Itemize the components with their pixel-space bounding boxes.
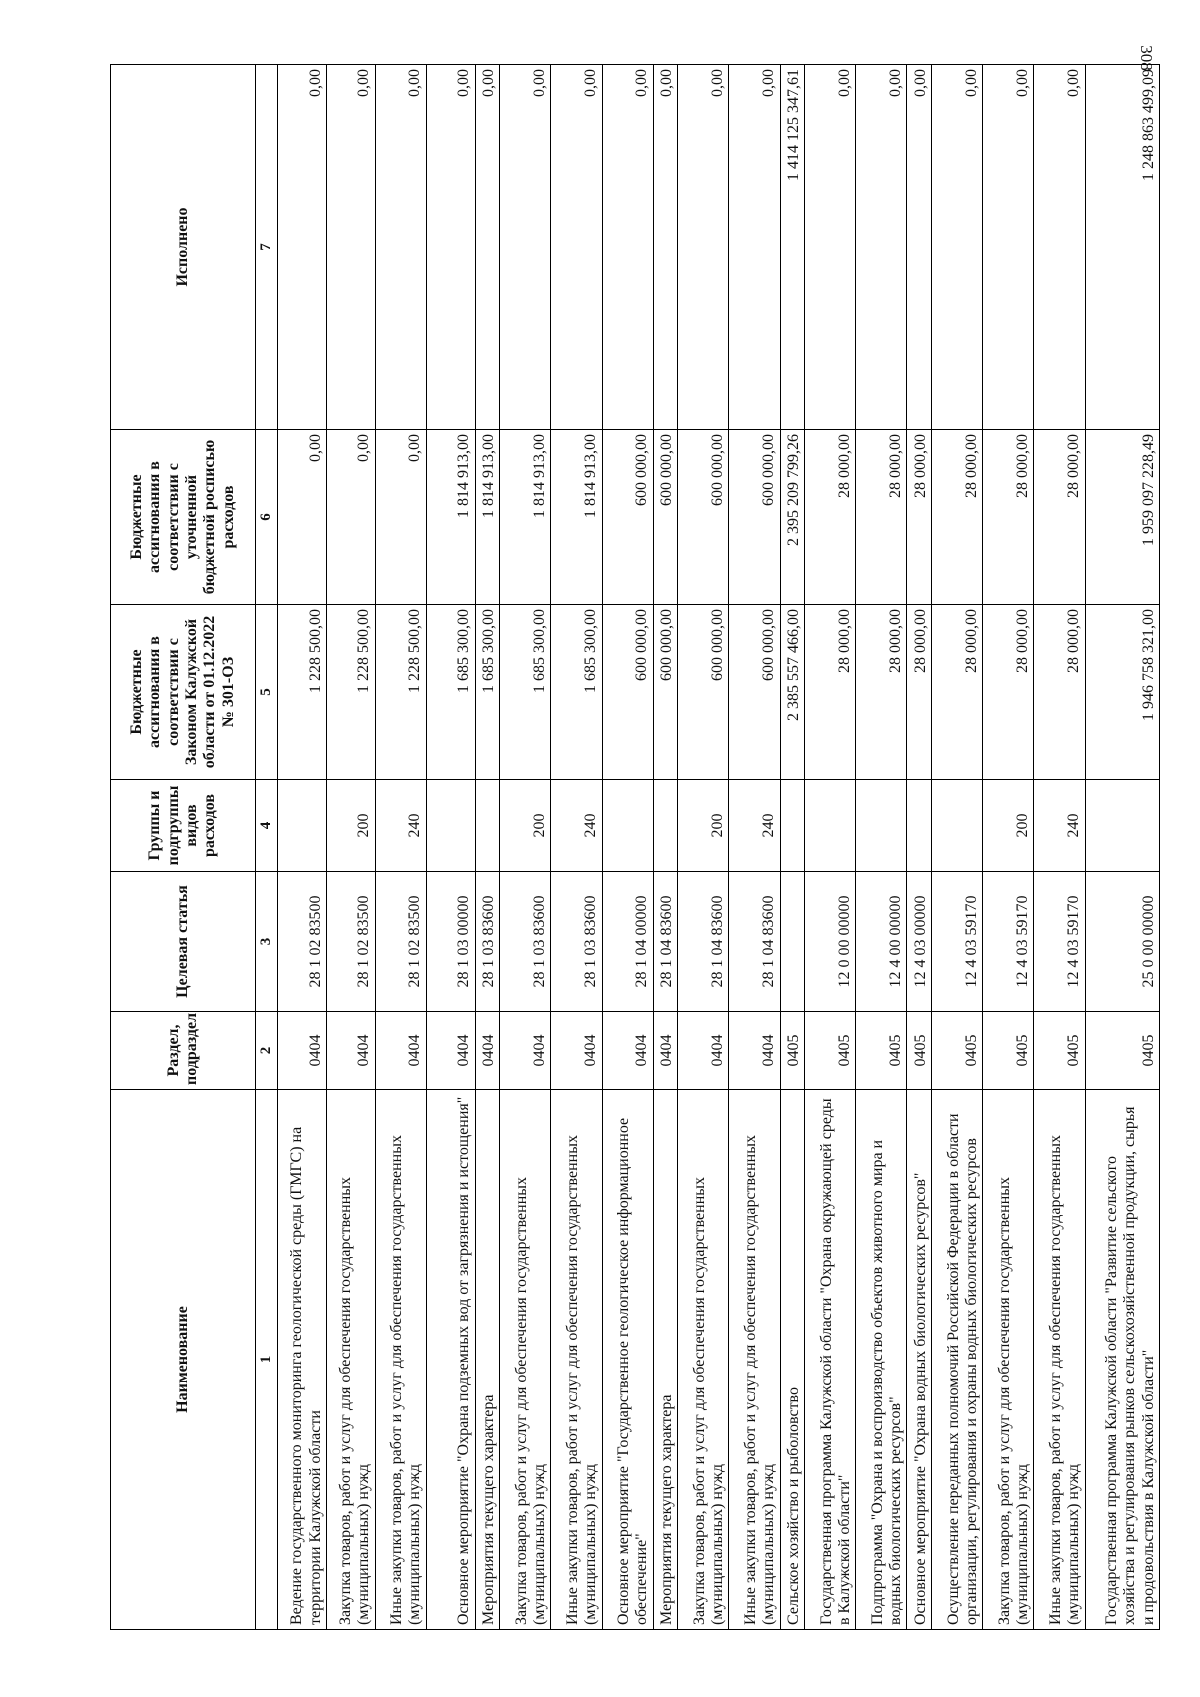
row-target: 12 4 03 59170 (932, 872, 983, 1012)
row-group (780, 780, 805, 872)
row-executed-amount: 0,00 (426, 65, 475, 430)
row-group: 240 (375, 780, 426, 872)
row-name: Основное мероприятие "Государственное геологическое информационное обеспечение" (602, 1090, 653, 1630)
row-executed-amount: 0,00 (653, 65, 678, 430)
row-name: Иные закупки товаров, работ и услуг для обеспечения государственных (муниципальных) нужд (729, 1090, 780, 1630)
row-name: Закупка товаров, работ и услуг для обеспечения государственных (муниципальных) нужд (500, 1090, 551, 1630)
table-row (932, 65, 983, 1630)
row-law-amount: 28 000,00 (907, 605, 932, 780)
row-name: Основное мероприятие "Охрана водных биологических ресурсов" (907, 1090, 932, 1630)
column-number: 4 (256, 780, 278, 872)
page-number: 308 (1136, 45, 1156, 71)
table-body (278, 65, 1160, 1630)
row-group (907, 780, 932, 872)
column-number: 2 (256, 1012, 278, 1090)
row-target: 28 1 02 83500 (327, 872, 376, 1012)
row-law-amount: 600 000,00 (678, 605, 729, 780)
row-name: Государственная программа Калужской области "Развитие сельского хозяйства и регулирования рынков сельскохозяйственной продукции, сырья и продовольствия в Калужской области" (1085, 1090, 1160, 1630)
row-law-amount: 1 685 300,00 (475, 605, 500, 780)
row-target: 28 1 04 00000 (602, 872, 653, 1012)
row-section: 0404 (278, 1012, 327, 1090)
row-group: 240 (729, 780, 780, 872)
row-name: Иные закупки товаров, работ и услуг для обеспечения государственных (муниципальных) нужд (551, 1090, 602, 1630)
row-name: Закупка товаров, работ и услуг для обеспечения государственных (муниципальных) нужд (678, 1090, 729, 1630)
row-section: 0404 (678, 1012, 729, 1090)
row-law-amount: 1 946 758 321,00 (1085, 605, 1160, 780)
row-law-amount: 600 000,00 (729, 605, 780, 780)
header-executed: Исполнено (111, 65, 256, 430)
row-target: 28 1 02 83500 (278, 872, 327, 1012)
row-target: 12 4 03 59170 (983, 872, 1034, 1012)
row-executed-amount: 0,00 (551, 65, 602, 430)
row-target: 28 1 03 83600 (551, 872, 602, 1012)
row-section: 0404 (551, 1012, 602, 1090)
row-group: 240 (1034, 780, 1085, 872)
table-row (327, 65, 376, 1630)
row-target: 12 4 03 00000 (907, 872, 932, 1012)
row-target (780, 872, 805, 1012)
row-section: 0405 (1085, 1012, 1160, 1090)
column-number: 3 (256, 872, 278, 1012)
row-group (475, 780, 500, 872)
table-row (1034, 65, 1085, 1630)
row-section: 0404 (375, 1012, 426, 1090)
table-row (375, 65, 426, 1630)
table-row (426, 65, 475, 1630)
row-group: 240 (551, 780, 602, 872)
row-executed-amount: 1 248 863 499,09 (1085, 65, 1160, 430)
table-row (856, 65, 907, 1630)
row-refined-amount: 0,00 (278, 430, 327, 605)
row-name: Иные закупки товаров, работ и услуг для обеспечения государственных (муниципальных) нужд (1034, 1090, 1085, 1630)
row-target: 12 0 00 00000 (805, 872, 856, 1012)
row-executed-amount: 0,00 (1034, 65, 1085, 430)
row-group: 200 (678, 780, 729, 872)
row-name: Мероприятия текущего характера (653, 1090, 678, 1630)
row-law-amount: 600 000,00 (653, 605, 678, 780)
row-refined-amount: 600 000,00 (678, 430, 729, 605)
column-number: 1 (256, 1090, 278, 1630)
row-refined-amount: 1 959 097 228,49 (1085, 430, 1160, 605)
row-law-amount: 28 000,00 (983, 605, 1034, 780)
row-refined-amount: 600 000,00 (729, 430, 780, 605)
row-executed-amount: 0,00 (729, 65, 780, 430)
row-law-amount: 2 385 557 466,00 (780, 605, 805, 780)
row-executed-amount: 0,00 (278, 65, 327, 430)
row-group: 200 (327, 780, 376, 872)
row-law-amount: 1 685 300,00 (500, 605, 551, 780)
row-group (932, 780, 983, 872)
row-target: 25 0 00 00000 (1085, 872, 1160, 1012)
row-law-amount: 600 000,00 (602, 605, 653, 780)
header-refined: Бюджетные ассигнования в соответствии с уточненной бюджетной росписью расходов (111, 430, 256, 605)
column-number-row (256, 65, 278, 1630)
row-target: 28 1 04 83600 (678, 872, 729, 1012)
row-refined-amount: 28 000,00 (856, 430, 907, 605)
row-law-amount: 28 000,00 (856, 605, 907, 780)
row-law-amount: 1 228 500,00 (278, 605, 327, 780)
row-refined-amount: 28 000,00 (805, 430, 856, 605)
row-target: 28 1 03 00000 (426, 872, 475, 1012)
row-group (856, 780, 907, 872)
row-executed-amount: 0,00 (602, 65, 653, 430)
row-name: Иные закупки товаров, работ и услуг для обеспечения государственных (муниципальных) нужд (375, 1090, 426, 1630)
row-section: 0404 (327, 1012, 376, 1090)
row-executed-amount: 0,00 (907, 65, 932, 430)
row-name: Осуществление переданных полномочий Российской Федерации в области организации, регулирования и охраны водных биологических ресурсов (932, 1090, 983, 1630)
row-executed-amount: 0,00 (375, 65, 426, 430)
row-target: 28 1 04 83600 (729, 872, 780, 1012)
row-executed-amount: 0,00 (856, 65, 907, 430)
row-section: 0405 (932, 1012, 983, 1090)
table-row (602, 65, 653, 1630)
budget-table (110, 64, 1160, 1630)
row-law-amount: 1 685 300,00 (426, 605, 475, 780)
row-refined-amount: 2 395 209 799,26 (780, 430, 805, 605)
row-section: 0405 (1034, 1012, 1085, 1090)
row-executed-amount: 0,00 (500, 65, 551, 430)
table-row (278, 65, 327, 1630)
row-refined-amount: 600 000,00 (602, 430, 653, 605)
table-row (805, 65, 856, 1630)
row-group: 200 (983, 780, 1034, 872)
table-row (729, 65, 780, 1630)
row-section: 0404 (729, 1012, 780, 1090)
table-row (1085, 65, 1160, 1630)
column-number: 5 (256, 605, 278, 780)
row-group (426, 780, 475, 872)
row-executed-amount: 0,00 (805, 65, 856, 430)
table-row (500, 65, 551, 1630)
table-row (907, 65, 932, 1630)
row-section: 0404 (475, 1012, 500, 1090)
row-section: 0405 (805, 1012, 856, 1090)
rotated-table-frame (110, 65, 1160, 1630)
row-executed-amount: 0,00 (932, 65, 983, 430)
row-executed-amount: 0,00 (475, 65, 500, 430)
table-row (551, 65, 602, 1630)
row-section: 0404 (426, 1012, 475, 1090)
row-refined-amount: 1 814 913,00 (426, 430, 475, 605)
row-target: 12 4 00 00000 (856, 872, 907, 1012)
row-law-amount: 1 228 500,00 (375, 605, 426, 780)
row-group (602, 780, 653, 872)
row-section: 0405 (780, 1012, 805, 1090)
table-row (678, 65, 729, 1630)
header-section: Раздел, подраздел (111, 1012, 256, 1090)
row-law-amount: 28 000,00 (805, 605, 856, 780)
row-section: 0404 (500, 1012, 551, 1090)
row-law-amount: 28 000,00 (1034, 605, 1085, 780)
header-law: Бюджетные ассигнования в соответствии с Законом Калужской области от 01.12.2022 № 301-ОЗ (111, 605, 256, 780)
row-refined-amount: 0,00 (327, 430, 376, 605)
row-refined-amount: 28 000,00 (907, 430, 932, 605)
row-target: 28 1 02 83500 (375, 872, 426, 1012)
row-section: 0405 (856, 1012, 907, 1090)
row-refined-amount: 28 000,00 (1034, 430, 1085, 605)
row-law-amount: 28 000,00 (932, 605, 983, 780)
row-refined-amount: 600 000,00 (653, 430, 678, 605)
row-law-amount: 1 228 500,00 (327, 605, 376, 780)
row-group: 200 (500, 780, 551, 872)
row-law-amount: 1 685 300,00 (551, 605, 602, 780)
row-refined-amount: 28 000,00 (932, 430, 983, 605)
row-group (805, 780, 856, 872)
row-group (1085, 780, 1160, 872)
row-name: Мероприятия текущего характера (475, 1090, 500, 1630)
row-refined-amount: 1 814 913,00 (475, 430, 500, 605)
row-group (653, 780, 678, 872)
table-row (780, 65, 805, 1630)
row-executed-amount: 0,00 (983, 65, 1034, 430)
row-name: Сельское хозяйство и рыболовство (780, 1090, 805, 1630)
table-row (653, 65, 678, 1630)
row-target: 28 1 03 83600 (500, 872, 551, 1012)
row-name: Основное мероприятие "Охрана подземных вод от загрязнения и истощения" (426, 1090, 475, 1630)
row-refined-amount: 28 000,00 (983, 430, 1034, 605)
column-number: 6 (256, 430, 278, 605)
row-executed-amount: 1 414 125 347,61 (780, 65, 805, 430)
row-executed-amount: 0,00 (678, 65, 729, 430)
row-group (278, 780, 327, 872)
row-target: 28 1 03 83600 (475, 872, 500, 1012)
row-name: Закупка товаров, работ и услуг для обеспечения государственных (муниципальных) нужд (327, 1090, 376, 1630)
row-name: Государственная программа Калужской области "Охрана окружающей среды в Калужской области" (805, 1090, 856, 1630)
table-row (475, 65, 500, 1630)
row-refined-amount: 1 814 913,00 (500, 430, 551, 605)
header-target: Целевая статья (111, 872, 256, 1012)
row-section: 0405 (983, 1012, 1034, 1090)
row-section: 0405 (907, 1012, 932, 1090)
row-section: 0404 (653, 1012, 678, 1090)
row-refined-amount: 0,00 (375, 430, 426, 605)
row-section: 0404 (602, 1012, 653, 1090)
budget-table-container (110, 65, 1160, 1630)
column-number: 7 (256, 65, 278, 430)
row-name: Подпрограмма "Охрана и воспроизводство объектов животного мира и водных биологических ресурсов" (856, 1090, 907, 1630)
table-row (983, 65, 1034, 1630)
row-name: Ведение государственного мониторинга геологической среды (ГМГС) на территории Калужской области (278, 1090, 327, 1630)
header-group: Группы и подгруппы видов расходов (111, 780, 256, 872)
row-target: 12 4 03 59170 (1034, 872, 1085, 1012)
header-name: Наименование (111, 1090, 256, 1630)
row-refined-amount: 1 814 913,00 (551, 430, 602, 605)
row-name: Закупка товаров, работ и услуг для обеспечения государственных (муниципальных) нужд (983, 1090, 1034, 1630)
row-target: 28 1 04 83600 (653, 872, 678, 1012)
row-executed-amount: 0,00 (327, 65, 376, 430)
header-row (111, 65, 256, 1630)
